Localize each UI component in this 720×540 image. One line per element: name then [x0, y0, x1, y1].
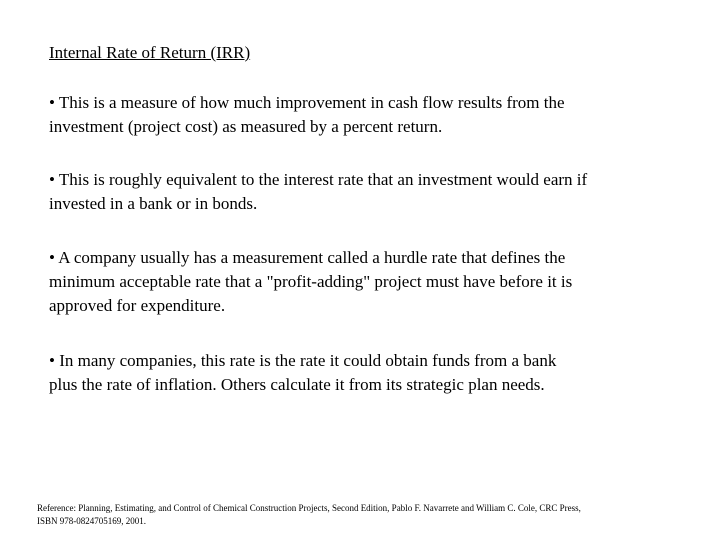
bullet-item: • This is roughly equivalent to the interest rate that an investment would earn if invested in a bank or in bonds.	[49, 170, 588, 213]
bullet-item: • A company usually has a measurement called a hurdle rate that defines the minimum acceptable rate that a "profit-adding" project must have before it is approved for expenditure.	[49, 248, 573, 315]
bullet-item: • In many companies, this rate is the rate it could obtain funds from a bank plus the rate of inflation. Others calculate it from its strategic plan needs.	[49, 351, 557, 394]
bullet-list	[49, 91, 714, 397]
bullet-item: • This is a measure of how much improvement in cash flow results from the investment (project cost) as measured by a percent return.	[49, 93, 565, 136]
reference-note: Reference: Planning, Estimating, and Control of Chemical Construction Projects, Second Edition, Pablo F. Navarrete and William C. Cole, CRC Press, ISBN 978-0824705169, 2001.	[37, 503, 581, 526]
slide-title: Internal Rate of Return (IRR)	[49, 43, 251, 62]
